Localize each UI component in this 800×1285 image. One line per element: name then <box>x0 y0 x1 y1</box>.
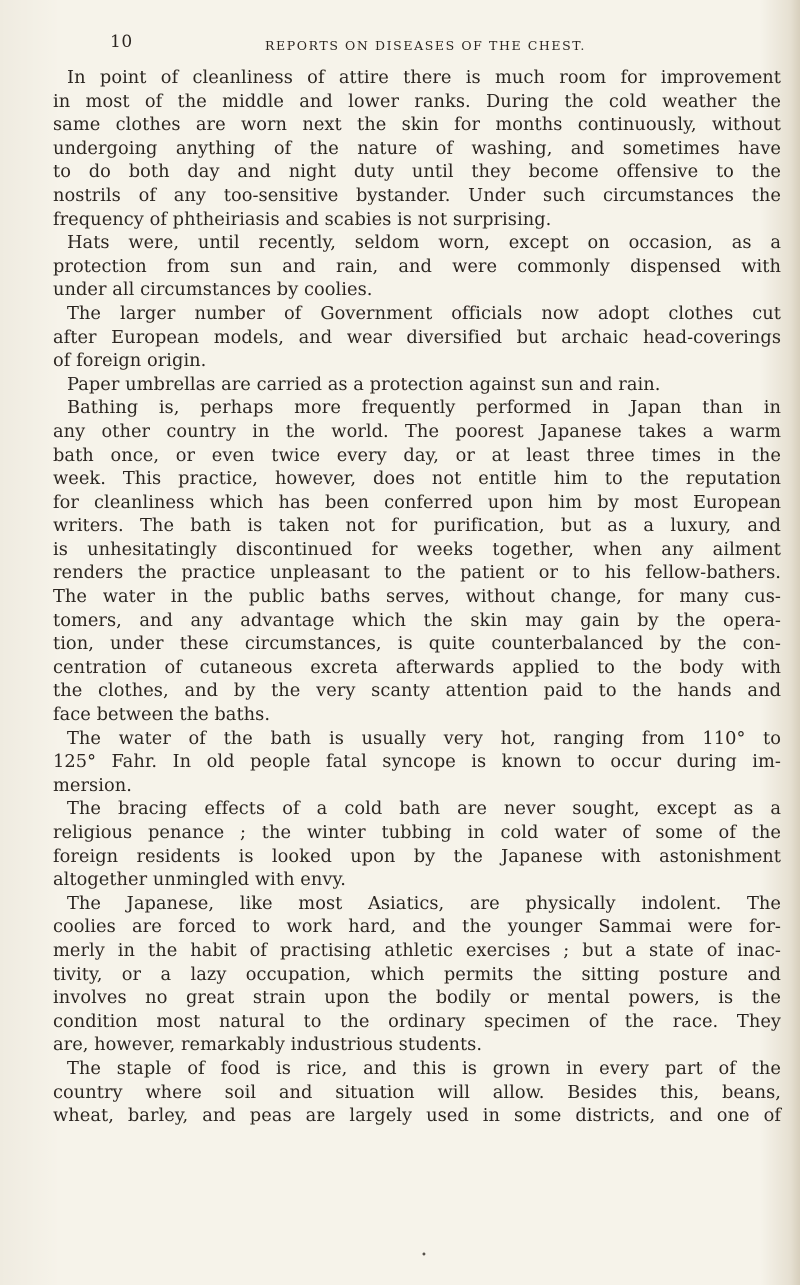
text-line: frequency of phtheiriasis and scabies is not surprising. <box>53 208 552 230</box>
page-header <box>0 32 800 54</box>
text-line: week. This practice, however, does not entitle him to the reputation <box>53 468 781 490</box>
text-line: writers. The bath is taken not for purification, but as a luxury, and <box>53 515 781 537</box>
text-line: altogether unmingled with envy. <box>53 869 346 891</box>
text-line: after European models, and wear diversified but archaic head-coverings <box>53 326 781 348</box>
text-line: merly in the habit of practising athletic exercises ; but a state of inac- <box>53 939 781 961</box>
text-line: tivity, or a lazy occupation, which permits the sitting posture and <box>53 963 781 985</box>
text-line: of foreign origin. <box>53 350 207 372</box>
text-line: the clothes, and by the very scanty attention paid to the hands and <box>53 680 781 702</box>
text-line: 125° Fahr. In old people fatal syncope is known to occur during im- <box>53 751 781 773</box>
text-line: Paper umbrellas are carried as a protection against sun and rain. <box>67 373 661 395</box>
text-line: are, however, remarkably industrious students. <box>53 1034 483 1056</box>
text-line: centration of cutaneous excreta afterwards applied to the body with <box>53 656 781 678</box>
page-number: 10 <box>110 32 133 52</box>
text-line: protection from sun and rain, and were commonly dispensed with <box>53 255 781 277</box>
text-line: is unhesitatingly discontinued for weeks together, when any ailment <box>53 538 781 560</box>
text-line: undergoing anything of the nature of washing, and sometimes have <box>53 137 781 159</box>
text-line: tion, under these circumstances, is quite counterbalanced by the con- <box>53 633 781 655</box>
text-line: same clothes are worn next the skin for months continuously, without <box>53 114 781 136</box>
text-line: under all circumstances by coolies. <box>53 279 373 301</box>
text-line: renders the practice unpleasant to the patient or to his fellow-bathers. <box>53 562 781 584</box>
text-line: condition most natural to the ordinary specimen of the race. They <box>53 1010 781 1032</box>
text-line: for cleanliness which has been conferred upon him by most European <box>53 491 781 513</box>
body-text <box>53 66 781 1128</box>
text-line: in most of the middle and lower ranks. During the cold weather the <box>53 90 781 112</box>
ink-speck: • <box>421 1250 427 1261</box>
text-line: The water of the bath is usually very hot, ranging from 110° to <box>67 727 781 749</box>
text-line: to do both day and night duty until they become offensive to the <box>53 161 781 183</box>
text-line: Bathing is, perhaps more frequently performed in Japan than in <box>67 397 781 419</box>
text-line: coolies are forced to work hard, and the younger Sammai were for- <box>53 916 781 938</box>
text-line: foreign residents is looked upon by the Japanese with astonishment <box>53 845 781 867</box>
text-line: nostrils of any too-sensitive bystander. Under such circumstances the <box>53 184 781 206</box>
text-line: The larger number of Government officials now adopt clothes cut <box>67 302 781 324</box>
text-line: involves no great strain upon the bodily or mental powers, is the <box>53 987 781 1009</box>
text-line: religious penance ; the winter tubbing in cold water of some of the <box>53 822 781 843</box>
text-line: face between the baths. <box>53 704 271 726</box>
text-line: tomers, and any advantage which the skin may gain by the opera- <box>53 609 781 631</box>
text-line: Hats were, until recently, seldom worn, except on occasion, as a <box>67 232 781 254</box>
text-line: The Japanese, like most Asiatics, are physically indolent. The <box>67 892 781 914</box>
text-line: In point of cleanliness of attire there is much room for improvement <box>67 67 781 88</box>
running-head: REPORTS ON DISEASES OF THE CHEST. <box>265 38 586 53</box>
text-line: any other country in the world. The poorest Japanese takes a warm <box>53 420 781 442</box>
text-line: wheat, barley, and peas are largely used in some districts, and one of <box>53 1105 781 1127</box>
text-line: The bracing effects of a cold bath are never sought, except as a <box>67 798 781 820</box>
text-line: country where soil and situation will allow. Besides this, beans, <box>53 1081 781 1103</box>
text-line: mersion. <box>53 774 132 796</box>
text-line: The staple of food is rice, and this is grown in every part of the <box>67 1057 781 1079</box>
text-line: The water in the public baths serves, without change, for many cus- <box>53 586 781 608</box>
text-line: bath once, or even twice every day, or at least three times in the <box>53 444 781 466</box>
